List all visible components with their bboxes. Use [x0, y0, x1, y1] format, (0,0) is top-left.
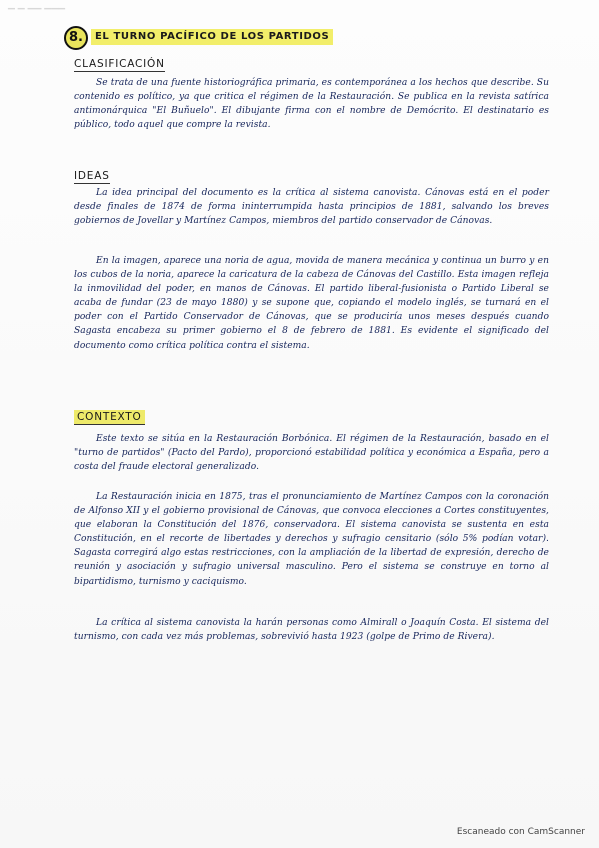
paragraph-contexto-3: La crítica al sistema canovista la harán personas como Almirall o Joaquín Costa. El sistema del turnismo, con cada vez más problemas, sobrevivió hasta 1923 (golpe de Primo de Rivera). [74, 618, 549, 643]
scanner-watermark-text: Escaneado con CamScanner [456, 827, 585, 837]
faint-bleedthrough-mark: ▁ ▁ ▁▁ ▁▁▁ [8, 0, 66, 10]
paragraph-contexto-1: Este texto se sitúa en la Restauración Borbónica. El régimen de la Restauración, basado en el "turno de partidos" (Pacto del Pardo), proporcionó estabilidad política y económica a España, pero a costa del fraude electoral generalizado. [74, 434, 549, 473]
paragraph-contexto-2: La Restauración inicia en 1875, tras el pronunciamiento de Martínez Campos con la coronación de Alfonso XII y el gobierno provisional de Cánovas, que convoca elecciones a Cortes constituyentes, que elaboran la Constitución del 1876, conservadora. El sistema canovista se sustenta en esta Constitución, en el recorte de libertades y derechos y sufragio censitario (sólo 5% podían votar). Sagasta corregirá algo estas restricciones, con la ampliación de la libertad de expresión, derecho de reunión y asociación y sufragio universal masculino. Pero el sistema se construye en torno al bipartidismo, turnismo y caciquismo. [74, 492, 549, 587]
paragraph-clasificacion-1: Se trata de una fuente historiográfica primaria, es contemporánea a los hechos que describe. Su contenido es político, ya que critica el régimen de la Restauración. Se publica en la revista satírica antimonárquica "El Buñuelo". El dibujante firma con el nombre de Demócrito. El destinatario es público, todo aquel que compre la revista. [74, 78, 549, 131]
title-number-badge: 8. [64, 26, 88, 50]
heading-clasificacion: CLASIFICACIÓN [74, 58, 165, 70]
heading-ideas: IDEAS [74, 170, 110, 182]
paragraph-ideas-1: La idea principal del documento es la crítica al sistema canovista. Cánovas está en el poder desde finales de 1874 de forma ininterrumpida hasta principios de 1881, salvando los breves gobiernos de Jovellar y Martínez Campos, miembros del partido conservador de Cánovas. [74, 188, 549, 227]
heading-contexto: CONTEXTO [74, 410, 145, 425]
paragraph-ideas-2: En la imagen, aparece una noria de agua, movida de manera mecánica y continua un burro y en los cubos de la noria, aparece la caricatura de la cabeza de Cánovas del Castillo. Esta imagen refleja la inmovilidad del poder, en manos de Cánovas. El partido liberal-fusionista o Partido Liberal se acaba de fundar (23 de mayo 1880) y se supone que, copiando el modelo inglés, se turnará en el poder con el Partido Conservador de Cánovas, que se produciría unos meses después cuando Sagasta encabeza su primer gobierno el 8 de febrero de 1881. Es evidente el significado del documento como crítica política contra el sistema. [74, 256, 549, 351]
title-text: EL TURNO PACÍFICO DE LOS PARTIDOS [91, 29, 333, 45]
